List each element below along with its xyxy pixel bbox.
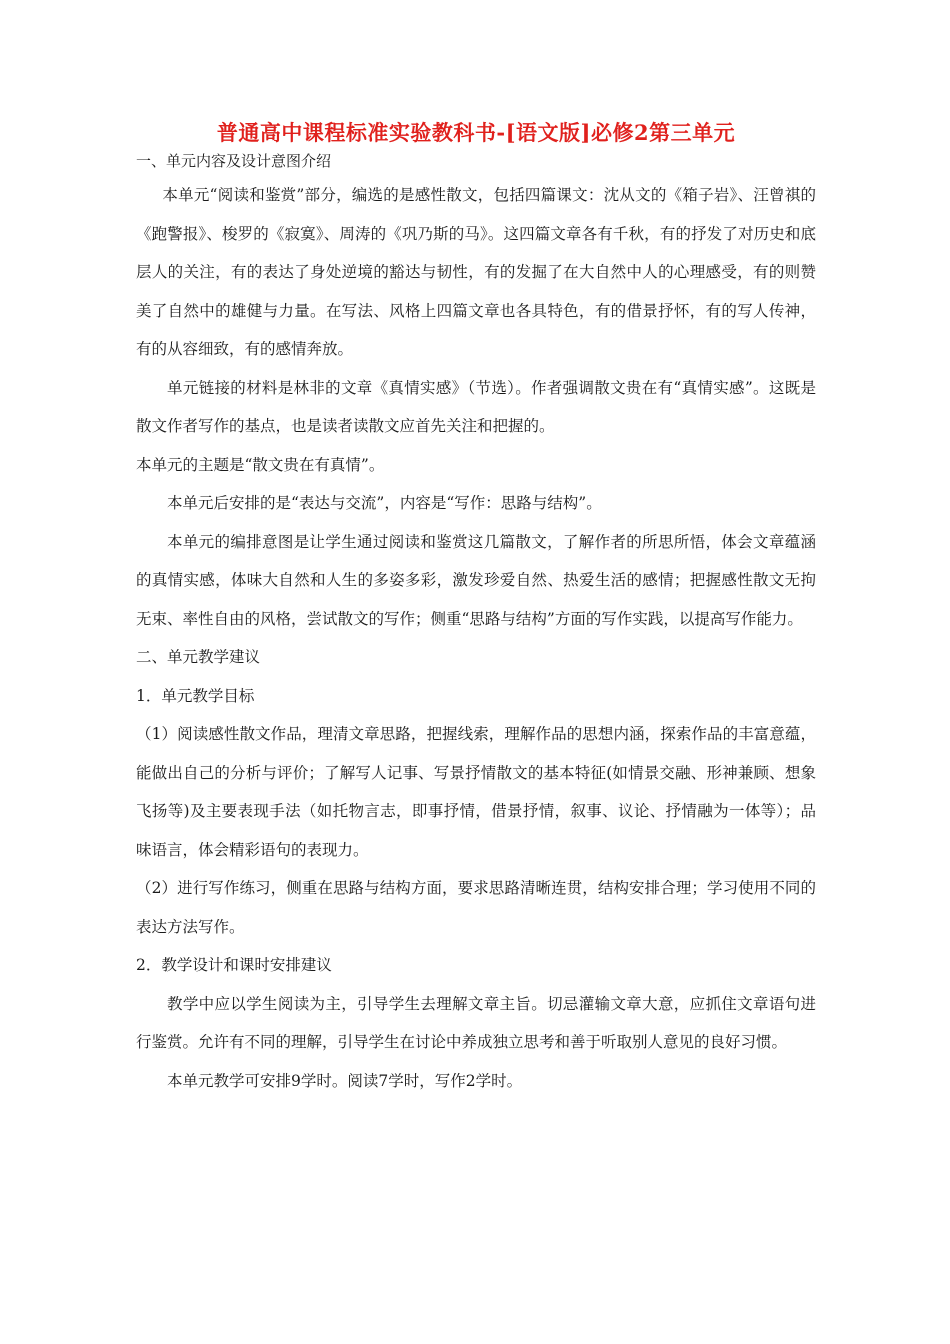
section1-heading: 一、单元内容及设计意图介绍: [136, 152, 332, 170]
paragraph-unit-link: 单元链接的材料是林非的文章《真情实感》（节选）。作者强调散文贵在有“真情实感”。这既是散文作者写作的基点，也是读者读散文应首先关注和把握的。: [136, 378, 816, 435]
paragraph-schedule: 本单元教学可安排9学时。阅读7学时，写作2学时。: [167, 1071, 523, 1090]
subsection1-heading: 1．单元教学目标: [136, 686, 255, 705]
paragraph-teaching-design: 教学中应以学生阅读为主，引导学生去理解文章主旨。切忌灌输文章大意，应抓住文章语句进行鉴赏。允许有不同的理解，引导学生在讨论中养成独立思考和善于听取别人意见的良好习惯。: [136, 994, 816, 1051]
goal-1: （1）阅读感性散文作品，理清文章思路，把握线索，理解作品的思想内涵，探索作品的丰富意蕴，能做出自己的分析与评价；了解写人记事、写景抒情散文的基本特征(如情景交融、形神兼顾、想象飞扬等)及主要表现手法（如托物言志，即事抒情，借景抒情，叙事、议论、抒情融为一体等）；品味语言，体会精彩语句的表现力。: [136, 725, 816, 859]
section2-heading: 二、单元教学建议: [136, 648, 261, 666]
subsection2-heading: 2．教学设计和课时安排建议: [136, 956, 332, 974]
document-page: [136, 118, 816, 1100]
paragraph-unit-contents: 本单元“阅读和鉴赏”部分，编选的是感性散文，包括四篇课文：沈从文的《箱子岩》、汪曾祺的《跑警报》、梭罗的《寂寞》、周涛的《巩乃斯的马》。这四篇文章各有千秋，有的抒发了对历史和底层人的关注，有的表达了身处逆境的豁达与韧性，有的发掘了在大自然中人的心理感受，有的则赞美了自然中的雄健与力量。在写法、风格上四篇文章也各具特色，有的借景抒怀，有的写人传神，有的从容细致，有的感情奔放。: [136, 186, 816, 358]
paragraph-unit-theme: 本单元的主题是“散文贵在有真情”。: [136, 455, 385, 474]
document-title: 普通高中课程标准实验教科书-[语文版]必修2第三单元: [216, 120, 736, 145]
paragraph-expression: 本单元后安排的是“表达与交流”，内容是“写作：思路与结构”。: [167, 494, 602, 512]
goal-2: （2）进行写作练习，侧重在思路与结构方面，要求思路清晰连贯，结构安排合理；学习使用不同的表达方法写作。: [136, 879, 816, 936]
paragraph-design-intent: 本单元的编排意图是让学生通过阅读和鉴赏这几篇散文，了解作者的所思所悟，体会文章蕴涵的真情实感，体味大自然和人生的多姿多彩，激发珍爱自然、热爱生活的感情；把握感性散文无拘无束、率性自由的风格，尝试散文的写作；侧重“思路与结构”方面的写作实践，以提高写作能力。: [136, 532, 816, 628]
